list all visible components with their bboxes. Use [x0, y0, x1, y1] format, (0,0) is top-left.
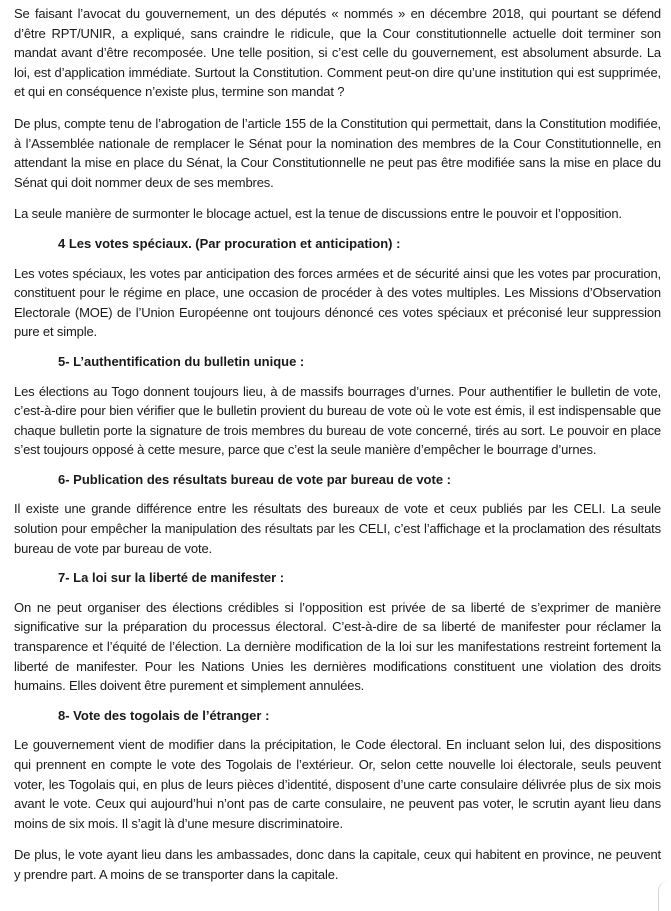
paragraph-deputy-argument: Se faisant l’avocat du gouvernement, un des députés « nommés » en décembre 2018, qui pourtant se défend d’être RPT/UNIR, a expliqué, sans craindre le ridicule, que la Cour constitutionnelle actuelle doit terminer son mandat avant d’être recomposée. Une telle position, si c’est celle du gouvernement, est absolument absurde. La loi, est d’application immédiate. Surtout la Constitution. Comment peut-on dire qu’une institution qui est supprimée, et qui en conséquence n’existe plus, termine son mandat ? — [14, 6, 661, 100]
heading-liberte-manifester: 7- La loi sur la liberté de manifester : — [58, 570, 285, 586]
heading-votes-speciaux: 4 Les votes spéciaux. (Par procuration et anticipation) : — [58, 235, 401, 251]
heading-publication-resultats: 6- Publication des résultats bureau de vote par bureau de vote : — [58, 471, 451, 487]
page-edge-decoration — [658, 881, 671, 911]
paragraph-vote-ambassades: De plus, le vote ayant lieu dans les ambassades, donc dans la capitale, ceux qui habitent en province, ne peuvent y prendre part. A moins de se transporter dans la capitale. — [14, 847, 661, 882]
paragraph-blocage: La seule manière de surmonter le blocage actuel, est la tenue de discussions entre le pouvoir et l’opposition. — [14, 206, 622, 222]
paragraph-votes-speciaux: Les votes spéciaux, les votes par anticipation des forces armées et de sécurité ainsi que les votes par procuration, constituent pour le régime en place, une occasion de procéder à des votes multiples. Les Missions d’Observation Electorale (MOE) de l’Union Européenne ont toujours dénoncé ces votes spéciaux et préconisé leur suppression pure et simple. — [14, 265, 661, 340]
paragraph-article-155: De plus, compte tenu de l’abrogation de l’article 155 de la Constitution qui permettait, dans la Constitution modifiée, à l’Assemblée nationale de remplacer le Sénat pour la nomination des membres de la Cour Constitutionnelle, en attendant la mise en place du Sénat, la Cour Constitutionnelle ne peut pas être modifiée sans la mise en place du Sénat qui doit nommer deux de ses membres. — [14, 115, 661, 190]
paragraph-vote-etranger: Le gouvernement vient de modifier dans la précipitation, le Code électoral. En incluant selon lui, des dispositions qui prennent en compte le vote des Togolais de l’extérieur. Or, selon cette nouvelle loi électorale, seuls peuvent voter, les Togolais qui, en plus de leurs pièces d’identité, disposent d’une carte consulaire délivrée plus de six mois avant le vote. Ceux qui aujourd’hui n’ont pas de carte consulaire, ne peuvent pas voter, le scrutin ayant lieu dans moins de six mois. Il s’agit là d’une mesure discriminatoire. — [14, 737, 661, 831]
heading-authentification: 5- L’authentification du bulletin unique : — [58, 353, 305, 369]
paragraph-authentification: Les élections au Togo donnent toujours lieu, à de massifs bourrages d’urnes. Pour authentifier le bulletin de vote, c’est-à-dire pour bien vérifier que le bulletin provient du bureau de vote où le vote est émis, il est indispensable que chaque bulletin porte la signature de trois membres du bureau de vote concerné, tirés au sort. Le pouvoir en place s’est toujours opposé à cette mesure, parce que c’est la seule manière d’empêcher le bourrage d’urnes. — [14, 383, 661, 458]
heading-vote-etranger: 8- Vote des togolais de l’étranger : — [58, 707, 270, 723]
paragraph-publication-resultats: Il existe une grande différence entre les résultats des bureaux de vote et ceux publiés par les CELI. La seule solution pour empêcher la manipulation des résultats par les CELI, c’est l’affichage et la proclamation des résultats bureau de vote par bureau de vote. — [14, 501, 661, 556]
paragraph-liberte-manifester: On ne peut organiser des élections crédibles si l’opposition est privée de sa liberté de s’exprimer de manière significative sur la préparation du processus électoral. C’est-à-dire de sa liberté de manifester pour réclamer la transparence et l’équité de l’élection. La dernière modification de la loi sur les manifestations restreint fortement la liberté de manifester. Pour les Nations Unies les dernières modifications constituent une violation des droits humains. Elles doivent être purement et simplement annulées. — [14, 599, 661, 694]
